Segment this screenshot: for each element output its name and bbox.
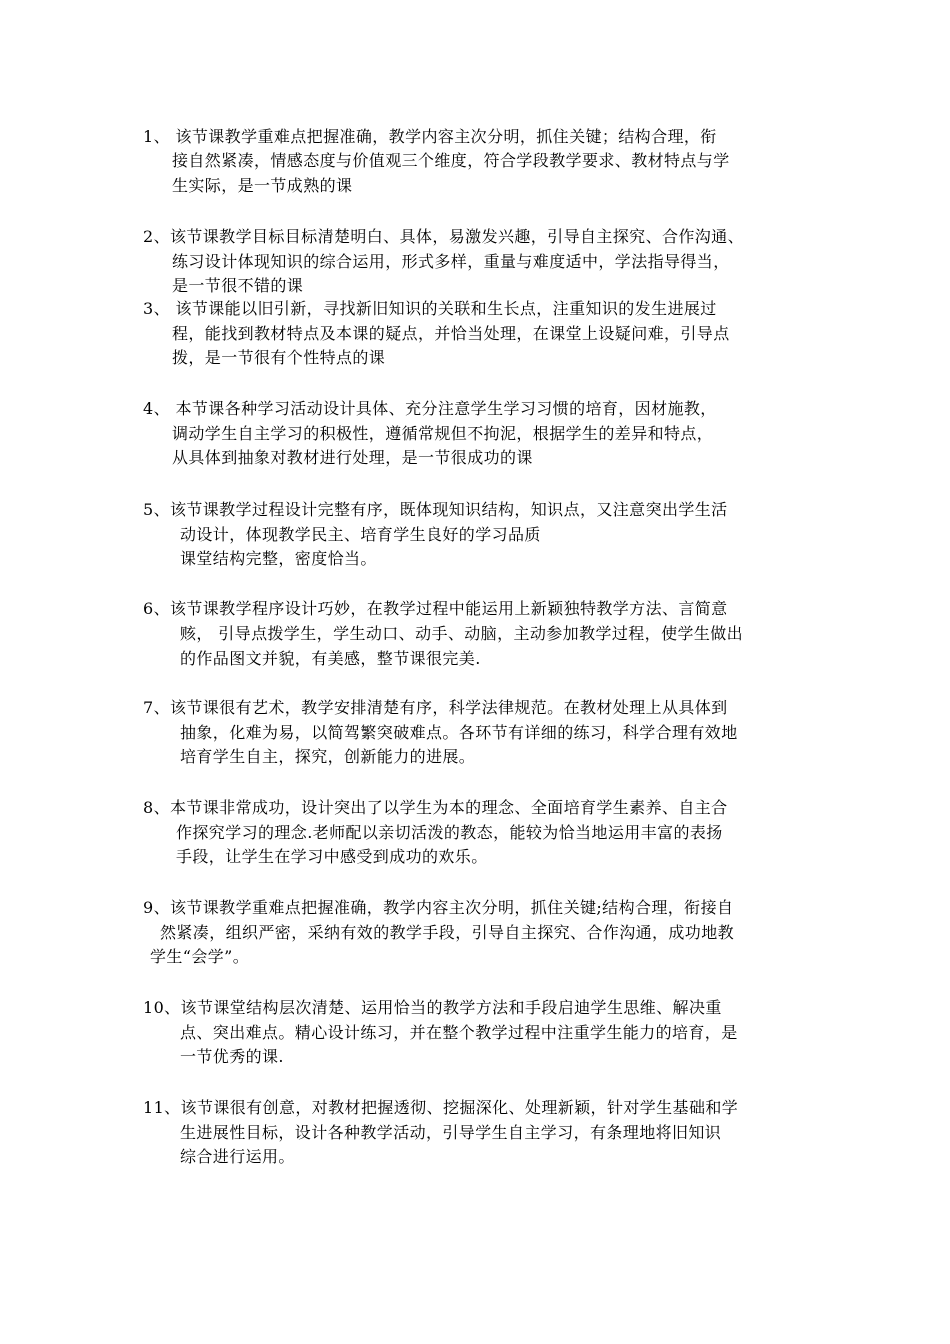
item-line: 生进展性目标，设计各种教学活动，引导学生自主学习，有条理地将旧知识 xyxy=(180,1123,722,1142)
item-line: 生实际，是一节成熟的课 xyxy=(172,176,353,195)
item-line: 从具体到抽象对教材进行处理，是一节很成功的课 xyxy=(172,448,533,467)
item-line: 综合进行运用。 xyxy=(180,1147,295,1166)
item-line: 点、突出难点。精心设计练习，并在整个教学过程中注重学生能力的培育，是 xyxy=(180,1023,738,1042)
item-line: 11、该节课很有创意，对教材把握透彻、挖掘深化、处理新颖，针对学生基础和学 xyxy=(143,1098,739,1117)
item-line: 程，能找到教材特点及本课的疑点，并恰当处理，在课堂上设疑问难，引导点 xyxy=(172,324,730,343)
item-line: 5、该节课教学过程设计完整有序，既体现知识结构，知识点，又注意突出学生活 xyxy=(143,500,728,519)
item-line: 赅， 引导点拨学生，学生动口、动手、动脑，主动参加教学过程，使学生做出 xyxy=(180,624,744,643)
item-line: 然紧凑，组织严密，采纳有效的教学手段，引导自主探究、合作沟通，成功地教 xyxy=(160,923,735,942)
item-line: 8、本节课非常成功，设计突出了以学生为本的理念、全面培育学生素养、自主合 xyxy=(143,798,728,817)
item-line: 手段，让学生在学习中感受到成功的欢乐。 xyxy=(176,847,488,866)
item-line: 接自然紧凑，情感态度与价值观三个维度，符合学段教学要求、教材特点与学 xyxy=(172,151,730,170)
item-line: 作探究学习的理念.老师配以亲切活泼的教态，能较为恰当地运用丰富的表扬 xyxy=(176,823,723,842)
item-line: 4、 本节课各种学习活动设计具体、充分注意学生学习习惯的培育，因材施教， xyxy=(143,399,717,418)
item-line: 练习设计体现知识的综合运用，形式多样，重量与难度适中，学法指导得当， xyxy=(172,252,730,271)
item-line: 2、该节课教学目标目标清楚明白、具体，易激发兴趣，引导自主探究、合作沟通、 xyxy=(143,227,744,246)
item-line: 一节优秀的课. xyxy=(180,1047,284,1066)
item-line: 的作品图文并貌，有美感，整节课很完美. xyxy=(180,649,481,668)
item-line: 3、 该节课能以旧引新，寻找新旧知识的关联和生长点，注重知识的发生进展过 xyxy=(143,299,717,318)
item-line: 拨，是一节很有个性特点的课 xyxy=(172,348,386,367)
item-line: 抽象，化难为易，以简驾繁突破难点。各环节有详细的练习，科学合理有效地 xyxy=(180,723,738,742)
item-line: 10、该节课堂结构层次清楚、运用恰当的教学方法和手段启迪学生思维、解决重 xyxy=(143,998,722,1017)
item-line: 学生“会学”。 xyxy=(150,947,250,966)
item-line: 课堂结构完整，密度恰当。 xyxy=(180,549,377,568)
item-line: 9、该节课教学重难点把握准确，教学内容主次分明，抓住关键;结构合理，衔接自 xyxy=(143,898,734,917)
item-line: 调动学生自主学习的积极性，遵循常规但不拘泥，根据学生的差异和特点， xyxy=(172,424,714,443)
item-line: 6、该节课教学程序设计巧妙，在教学过程中能运用上新颖独特教学方法、言简意 xyxy=(143,599,728,618)
item-line: 1、 该节课教学重难点把握准确，教学内容主次分明，抓住关键；结构合理，衔 xyxy=(143,127,717,146)
item-line: 7、该节课很有艺术，教学安排清楚有序，科学法律规范。在教材处理上从具体到 xyxy=(143,698,728,717)
item-line: 动设计，体现教学民主、培育学生良好的学习品质 xyxy=(180,525,541,544)
item-line: 培育学生自主，探究，创新能力的进展。 xyxy=(180,747,476,766)
item-line: 是一节很不错的课 xyxy=(172,276,304,295)
